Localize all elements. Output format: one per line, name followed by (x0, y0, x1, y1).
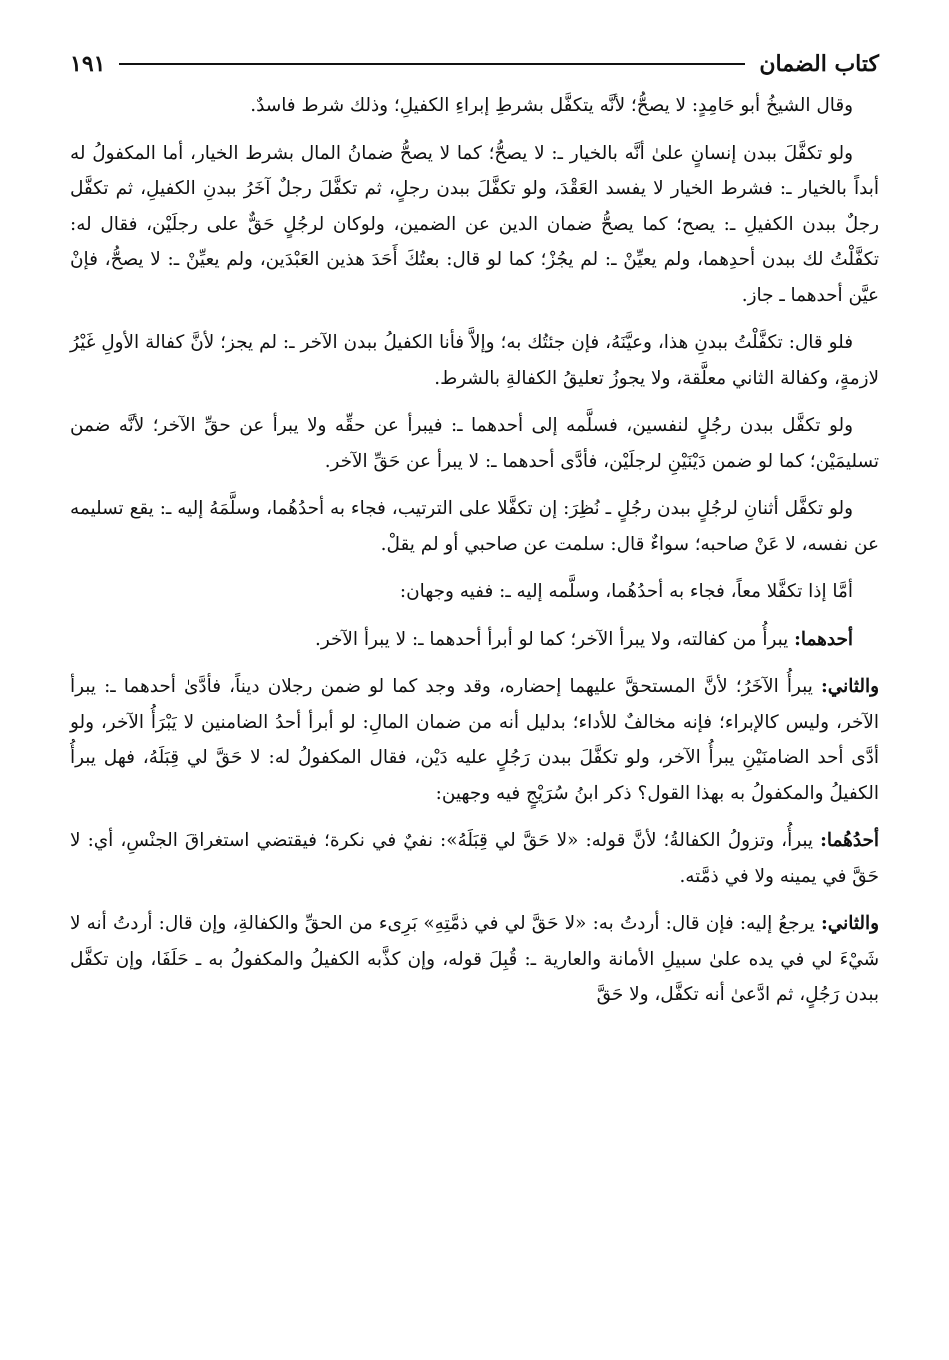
paragraph (70, 408, 879, 479)
paragraph (70, 136, 879, 314)
chapter-title: كتاب الضمان (759, 51, 879, 77)
paragraph-text: فلو قال: تكفَّلْتُ ببدنِ هذا، وعيَّنَهُ، فإن جئتُك به؛ وإلاَّ فأنا الكفيلُ ببدن الآخر ـ: لم يجز؛ لأنَّ كفالة الأولِ غَيْرُ لازمةٍ، وكفالة الثاني معلَّقة، ولا يجوزُ تعليقُ الكفالةِ بالشرط. (70, 332, 879, 389)
paragraph-lead: والثاني: (821, 913, 879, 934)
paragraph-text: وقال الشيخُ أبو حَامِدٍ: لا يصحُّ؛ لأنَّه يتكفَّل بشرطِ إبراءِ الكفيلِ؛ وذلك شرط فاسدٌ. (250, 95, 853, 116)
paragraph (70, 574, 879, 610)
page (70, 40, 879, 1025)
paragraph (70, 823, 879, 894)
paragraph (70, 88, 879, 124)
paragraph-text: ولو تكفَّل أثنانِ لرجُلٍ ببدن رجُلٍ ـ نُظِرَ: إن تكفَّلا على الترتيب، فجاء به أحدُهُما، وسلَّمَهُ إليه ـ: يقع تسليمه عن نفسه، لا عَنْ صاحبه؛ سواءٌ قال: سلمت عن صاحبي أو لم يقلْ. (70, 498, 879, 555)
paragraph-lead: والثاني: (821, 676, 879, 697)
paragraph-text: يبرأُ الآخَرُ؛ لأنَّ المستحقَّ عليهما إحضاره، وقد وجد كما لو ضمن رجلان ديناً، فأدَّىٰ أحدهما ـ: يبرأ الآخر، وليس كالإبراء؛ فإنه مخالفٌ للأداء؛ بدليل أنه من ضمان المالِ: لو أبرأ أحدُ الضامنين لا يَبْرَأُ الآخر، ولو أدَّى أحد الضامنَيْنِ يبرأُ الآخر، ولو تكفَّلَ ببدن رَجُلٍ عليه دَيْن، فقال المكفولُ له: لا حَقَّ لي قِبَلَهُ، فهل يبرأُ الكفيلُ والمكفولُ به بهذا القول؟ ذكر ابنُ سُرَيْجٍ فيه وجهين: (70, 676, 879, 804)
running-header (70, 40, 879, 88)
body-text (70, 88, 879, 1013)
paragraph (70, 491, 879, 562)
paragraph-text: يرجعُ إليه: فإن قال: أردتُ به: «لا حَقَّ لي في ذمَّتِهِ» بَرِىء من الحقِّ والكفالةِ، وإن قال: أردتُ أنه لا شَيْءَ لي في يده علىٰ سبيلِ الأمانة والعارية ـ: قُبِلَ قوله، وإن كذَّبه الكفيلُ والمكفولُ به ـ حَلَفَا، وإن تكفَّل ببدن رَجُلٍ، ثم ادَّعىٰ أنه تكفَّل، ولا حَقَّ (70, 913, 879, 1005)
paragraph-text: أمَّا إذا تكفَّلا معاً، فجاء به أحدُهُما، وسلَّمه إليه ـ: ففيه وجهان: (399, 581, 853, 602)
paragraph (70, 669, 879, 811)
paragraph (70, 325, 879, 396)
paragraph-lead: أحدهما: (794, 628, 853, 650)
paragraph-lead: أحدُهُما: (820, 830, 879, 851)
paragraph (70, 906, 879, 1013)
page-number: ١٩١ (70, 51, 106, 77)
paragraph (70, 622, 879, 658)
paragraph-text: ولو تكفَّل ببدن رجُلٍ لنفسين، فسلَّمه إلى أحدهما ـ: فيبرأ عن حقِّه ولا يبرأ عن حقِّ الآخر؛ لأنَّه ضمن تسليمَيْن؛ كما لو ضمن دَيْنَيْنِ لرجلَيْن، فأدَّى أحدهما ـ: لا يبرأ عن حَقِّ الآخر. (70, 415, 879, 472)
paragraph-text: يبرأُ، وتزولُ الكفالةُ؛ لأنَّ قوله: «لا حَقَّ لي قِبَلَهُ»: نفيٌ في نكرة؛ فيقتضي استغراقَ الجنْسِ، أي: لا حَقَّ في يمينه ولا في ذمَّته. (70, 830, 879, 887)
paragraph-text: ولو تكفَّلَ ببدن إنسانٍ علىٰ أنَّه بالخيار ـ: لا يصحُّ؛ كما لا يصحُّ ضمانُ المال بشرط الخيار، أما المكفولُ له أبداً بالخيار ـ: فشرط الخيار لا يفسد العَقْدَ، ولو تكفَّلَ ببدن رجلٍ، ثم تكفَّلَ رجلٌ آخَرُ ببدنِ الكفيلِ، ثم تكفَّل رجلٌ ببدن الكفيلِ ـ: يصح؛ كما يصحُّ ضمان الدين عن الضمين، ولوكان لرجُلٍ حَقٌّ على رجلَيْن، فقال له: تكفَّلْتُ لك ببدن أحدِهما، ولم يعيِّنْ ـ: لم يجُزْ؛ كما لو قال: بعتُكَ أَحَدَ هذين العَبْدَين، ولم يعيِّنْ ـ: لا يصحُّ، فإنْ عيَّن أحدهما ـ جاز. (70, 142, 879, 306)
paragraph-text: يبرأُ من كفالته، ولا يبرأ الآخر؛ كما لو أبرأ أحدهما ـ: لا يبرأ الآخر. (315, 628, 789, 650)
header-rule (119, 63, 745, 65)
